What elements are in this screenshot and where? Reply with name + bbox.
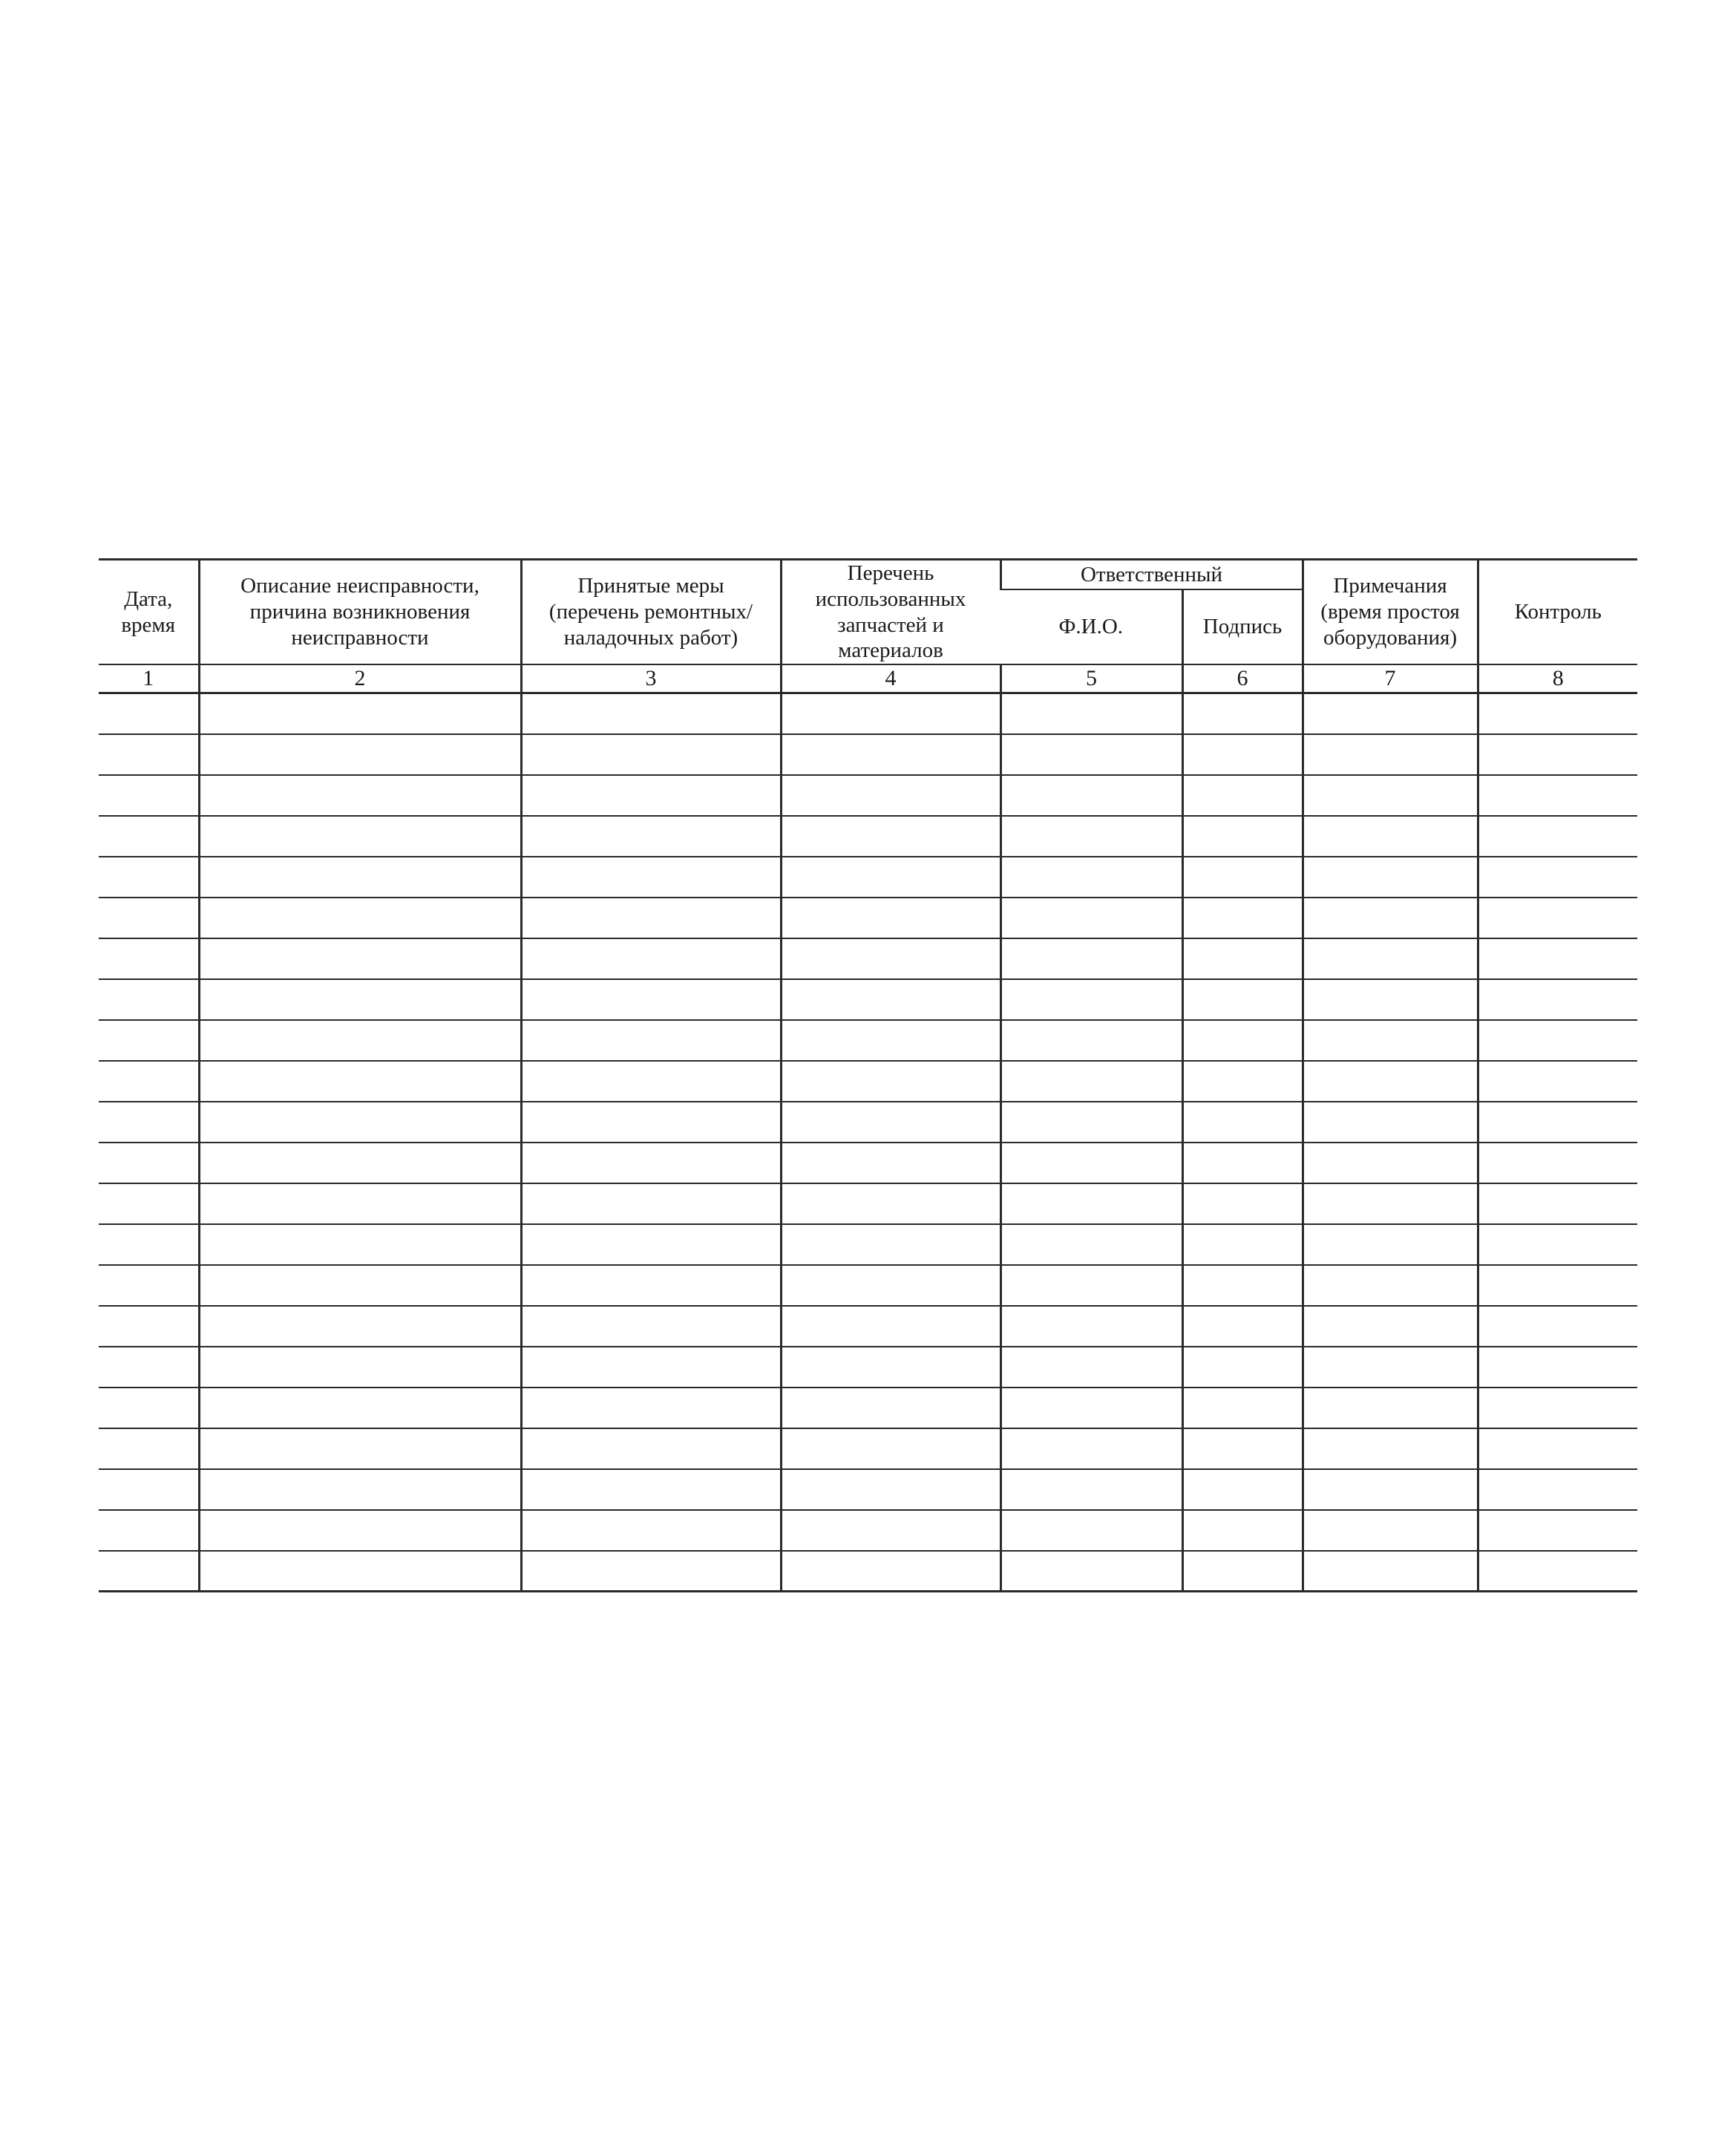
table-cell [1000, 1428, 1182, 1469]
table-cell [199, 1224, 521, 1265]
table-cell [1182, 1469, 1303, 1510]
table-cell [1000, 1265, 1182, 1306]
table-cell [521, 775, 781, 816]
table-cell [521, 898, 781, 938]
table-cell [1000, 979, 1182, 1020]
table-cell [99, 734, 199, 775]
table-cell [1182, 816, 1303, 857]
table-cell [1000, 898, 1182, 938]
table-cell [99, 857, 199, 898]
table-cell [1000, 1306, 1182, 1347]
table-cell [1303, 1347, 1478, 1388]
table-cell [521, 1265, 781, 1306]
table-row [99, 734, 1637, 775]
table-cell [199, 1102, 521, 1143]
table-cell [199, 1510, 521, 1551]
table-cell [1000, 1510, 1182, 1551]
table-cell [1478, 857, 1637, 898]
table-cell [1478, 816, 1637, 857]
table-cell [1182, 1224, 1303, 1265]
table-cell [781, 1102, 1000, 1143]
table-cell [1000, 1347, 1182, 1388]
table-cell [521, 938, 781, 979]
table-cell [1303, 734, 1478, 775]
table-cell [1000, 1102, 1182, 1143]
table-cell [521, 734, 781, 775]
table-cell [521, 1510, 781, 1551]
table-cell [199, 1306, 521, 1347]
table-cell [1478, 979, 1637, 1020]
table-cell [1000, 816, 1182, 857]
table-cell [521, 1306, 781, 1347]
table-cell [1182, 1143, 1303, 1183]
table-cell [99, 1102, 199, 1143]
table-cell [99, 1143, 199, 1183]
table-cell [521, 1388, 781, 1428]
table-row [99, 775, 1637, 816]
table-cell [1478, 1510, 1637, 1551]
table-cell [1478, 1020, 1637, 1061]
table-row [99, 1428, 1637, 1469]
header-signature-label: Подпись [1202, 615, 1283, 639]
table-cell [1182, 1428, 1303, 1469]
table-cell [1000, 1388, 1182, 1428]
table-cell [521, 857, 781, 898]
table-cell [1303, 1306, 1478, 1347]
table-cell [199, 857, 521, 898]
table-row [99, 693, 1637, 734]
table-cell [1182, 979, 1303, 1020]
table-cell [1000, 693, 1182, 734]
header-description [199, 560, 521, 665]
table-cell [781, 1347, 1000, 1388]
table-cell [99, 1306, 199, 1347]
table-row [99, 1183, 1637, 1224]
table-row [99, 1510, 1637, 1551]
table-cell [1303, 979, 1478, 1020]
table-cell [1182, 1347, 1303, 1388]
table-cell [1303, 1388, 1478, 1428]
table-cell [1182, 1020, 1303, 1061]
table-cell [781, 734, 1000, 775]
header-signature [1182, 589, 1303, 664]
table-cell [781, 816, 1000, 857]
table-cell [199, 938, 521, 979]
table-row [99, 898, 1637, 938]
table-cell [521, 1551, 781, 1592]
table-cell [99, 1469, 199, 1510]
table-cell [199, 734, 521, 775]
table-cell [1478, 1183, 1637, 1224]
table-cell [1182, 1265, 1303, 1306]
table-cell [1182, 857, 1303, 898]
table-cell [1478, 1143, 1637, 1183]
table-row [99, 1061, 1637, 1102]
table-cell [521, 1469, 781, 1510]
table-cell [1478, 1224, 1637, 1265]
table-cell [1182, 1388, 1303, 1428]
table-cell [99, 1551, 199, 1592]
table-cell [1303, 1102, 1478, 1143]
table-cell [1303, 1224, 1478, 1265]
table-row [99, 1306, 1637, 1347]
table-cell [99, 1224, 199, 1265]
table-row [99, 857, 1637, 898]
table-cell [1182, 1061, 1303, 1102]
header-date-time-label: Дата, время [121, 586, 176, 637]
table-cell [781, 938, 1000, 979]
header-notes [1303, 560, 1478, 665]
table-cell [1000, 857, 1182, 898]
table-row [99, 1469, 1637, 1510]
table-cell [781, 1143, 1000, 1183]
column-number: 4 [781, 664, 1000, 693]
table-cell [781, 898, 1000, 938]
header-description-label: Описание неисправности, причина возникновения неисправности [240, 574, 479, 650]
table-row [99, 979, 1637, 1020]
table-row [99, 1388, 1637, 1428]
table-cell [1478, 898, 1637, 938]
column-number: 3 [521, 664, 781, 693]
header-responsible [1000, 560, 1303, 590]
table-cell [99, 1388, 199, 1428]
table-cell [1478, 1428, 1637, 1469]
table-cell [199, 775, 521, 816]
table-cell [1000, 1061, 1182, 1102]
table-cell [521, 1183, 781, 1224]
table-cell [1303, 1428, 1478, 1469]
table-cell [1303, 1510, 1478, 1551]
table-cell [1478, 734, 1637, 775]
header-date-time [99, 560, 199, 665]
table-cell [99, 1347, 199, 1388]
table-cell [781, 1306, 1000, 1347]
table-cell [1182, 1306, 1303, 1347]
header-parts [781, 560, 1000, 665]
header-measures [521, 560, 781, 665]
table-cell [1478, 1347, 1637, 1388]
table-cell [99, 938, 199, 979]
header-responsible-label: Ответственный [1080, 562, 1223, 586]
table-cell [1182, 1183, 1303, 1224]
table-cell [1000, 938, 1182, 979]
table-cell [1303, 1469, 1478, 1510]
table-cell [1478, 1469, 1637, 1510]
table-cell [99, 979, 199, 1020]
table-row [99, 1224, 1637, 1265]
table-cell [1303, 1551, 1478, 1592]
table-cell [781, 693, 1000, 734]
table-cell [1303, 775, 1478, 816]
table-cell [1182, 775, 1303, 816]
table-cell [1478, 938, 1637, 979]
table-cell [1303, 693, 1478, 734]
table-cell [781, 1428, 1000, 1469]
table-cell [781, 1510, 1000, 1551]
table-row [99, 1347, 1637, 1388]
table-row [99, 938, 1637, 979]
table-cell [521, 816, 781, 857]
table-cell [781, 979, 1000, 1020]
table-cell [199, 816, 521, 857]
column-number: 1 [99, 664, 199, 693]
table-cell [1182, 1551, 1303, 1592]
column-number: 7 [1303, 664, 1478, 693]
table-cell [1000, 1551, 1182, 1592]
table-cell [521, 1347, 781, 1388]
table-cell [99, 1020, 199, 1061]
table-cell [1303, 898, 1478, 938]
table-cell [99, 1183, 199, 1224]
header-measures-label: Принятые меры (перечень ремонтных/ наладочных работ) [548, 574, 753, 650]
table-cell [99, 1510, 199, 1551]
equipment-repair-log-table [99, 558, 1637, 1592]
table-cell [1000, 1020, 1182, 1061]
table-row [99, 1551, 1637, 1592]
table-cell [1182, 1102, 1303, 1143]
table-cell [1303, 1183, 1478, 1224]
table-cell [199, 1265, 521, 1306]
table-cell [1182, 1510, 1303, 1551]
table-cell [1303, 938, 1478, 979]
table-cell [1478, 1551, 1637, 1592]
column-number-row [99, 664, 1637, 693]
table-cell [199, 1061, 521, 1102]
table-row [99, 1265, 1637, 1306]
table-row [99, 1102, 1637, 1143]
table-cell [1478, 775, 1637, 816]
table-cell [1303, 857, 1478, 898]
table-cell [1182, 898, 1303, 938]
header-notes-label: Примечания (время простоя оборудования) [1320, 574, 1460, 650]
table-cell [781, 1061, 1000, 1102]
table-cell [199, 1143, 521, 1183]
table-cell [1478, 1102, 1637, 1143]
header-parts-label: Перечень использованных запчастей и материалов [815, 561, 966, 663]
table-cell [199, 898, 521, 938]
column-number: 6 [1182, 664, 1303, 693]
table-cell [99, 1428, 199, 1469]
header-row-1 [99, 560, 1637, 590]
table-cell [781, 1224, 1000, 1265]
table-cell [199, 693, 521, 734]
header-fio [1000, 589, 1182, 664]
table-cell [1000, 734, 1182, 775]
header-control-label: Контроль [1514, 600, 1602, 624]
table-cell [521, 693, 781, 734]
table-cell [1478, 693, 1637, 734]
table-cell [199, 1428, 521, 1469]
table-cell [1000, 775, 1182, 816]
table-cell [1000, 1143, 1182, 1183]
table-cell [521, 1428, 781, 1469]
table-cell [99, 775, 199, 816]
table-cell [99, 1061, 199, 1102]
table-cell [521, 1102, 781, 1143]
table-cell [1303, 1265, 1478, 1306]
table-row [99, 816, 1637, 857]
header-control [1478, 560, 1637, 665]
table-cell [1478, 1265, 1637, 1306]
table-cell [99, 693, 199, 734]
table-cell [199, 1020, 521, 1061]
table-cell [1303, 816, 1478, 857]
table-cell [521, 1020, 781, 1061]
table-cell [1478, 1388, 1637, 1428]
table-cell [199, 1347, 521, 1388]
table-cell [99, 816, 199, 857]
table-cell [521, 1224, 781, 1265]
table-row [99, 1143, 1637, 1183]
table-cell [1182, 938, 1303, 979]
table-cell [781, 857, 1000, 898]
table-cell [199, 979, 521, 1020]
table-row [99, 1020, 1637, 1061]
table-cell [1000, 1224, 1182, 1265]
table-cell [199, 1551, 521, 1592]
table-cell [99, 1265, 199, 1306]
table-cell [1303, 1020, 1478, 1061]
table-cell [1182, 693, 1303, 734]
table-cell [1303, 1061, 1478, 1102]
header-fio-label: Ф.И.О. [1058, 615, 1124, 639]
table-cell [781, 1183, 1000, 1224]
table-cell [1000, 1183, 1182, 1224]
table-cell [99, 898, 199, 938]
table-cell [199, 1469, 521, 1510]
table-cell [199, 1183, 521, 1224]
table-cell [781, 1265, 1000, 1306]
table-cell [781, 775, 1000, 816]
table-cell [521, 979, 781, 1020]
table-cell [521, 1061, 781, 1102]
table-cell [1478, 1061, 1637, 1102]
table-cell [1303, 1143, 1478, 1183]
table-cell [781, 1551, 1000, 1592]
table-cell [1182, 734, 1303, 775]
table-cell [781, 1469, 1000, 1510]
table-cell [521, 1143, 781, 1183]
table-cell [1000, 1469, 1182, 1510]
table-cell [199, 1388, 521, 1428]
table-cell [1478, 1306, 1637, 1347]
table-cell [781, 1020, 1000, 1061]
column-number: 2 [199, 664, 521, 693]
column-number: 8 [1478, 664, 1637, 693]
column-number: 5 [1000, 664, 1182, 693]
table-cell [781, 1388, 1000, 1428]
